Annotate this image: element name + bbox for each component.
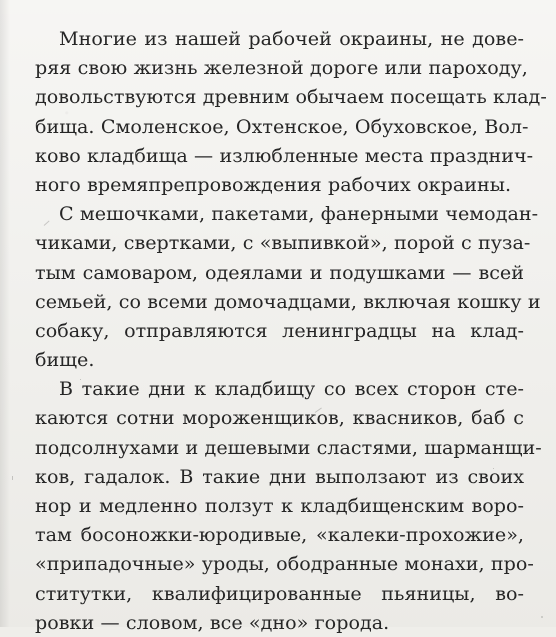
text-line-17: нор и медленно ползут к кладбищенским воро- <box>35 494 524 517</box>
text-line-18: там босоножки-юродивые, «калеки-прохожие», <box>35 523 524 547</box>
document-text-block <box>35 24 547 637</box>
text-line-8: чиками, свертками, с «выпивкой», порой с пуза- <box>35 231 531 255</box>
text-line-16: ков, гадалок. В такие дни выползают из своих <box>35 464 524 488</box>
text-line-1: Многие из нашей рабочей окраины, не дове- <box>59 27 524 50</box>
text-line-14: каются сотни мороженщиков, квасников, баб с <box>35 406 524 430</box>
text-line-3: довольствуются древним обычаем посещать клад- <box>35 85 547 109</box>
text-line-13: В такие дни к кладбищу со всех сторон сте- <box>59 377 524 401</box>
page-shadow-left <box>0 0 10 627</box>
text-line-12: бище. <box>35 348 95 372</box>
text-line-19: «припадочные» уроды, ободранные монахи, про- <box>35 552 534 576</box>
text-line-20: ститутки, квалифицированные пьяницы, во- <box>35 581 524 605</box>
text-line-10: семьей, со всеми домочадцами, включая кошку и <box>35 289 541 313</box>
text-line-7: С мешочками, пакетами, фанерными чемодан- <box>59 202 539 226</box>
text-line-21: ровки — словом, все «дно» города. <box>35 610 390 634</box>
text-line-2: ряя свою жизнь железной дороге или пароходу, <box>35 56 528 80</box>
text-line-4: бища. Смоленское, Охтенское, Обуховское, Вол- <box>35 114 529 138</box>
text-line-6: ного времяпрепровождения рабочих окраины. <box>35 172 512 196</box>
scan-mark-4 <box>541 616 543 618</box>
text-line-15: подсолнухами и дешевыми сластями, шарманщи- <box>35 435 542 459</box>
text-line-9: тым самоваром, одеялами и подушками — всей <box>35 260 524 284</box>
text-line-11: собаку, отправляются ленинградцы на клад- <box>35 318 524 342</box>
scan-mark-3 <box>12 476 13 480</box>
text-line-5: ково кладбища — излюбленные места празднич- <box>35 143 534 167</box>
